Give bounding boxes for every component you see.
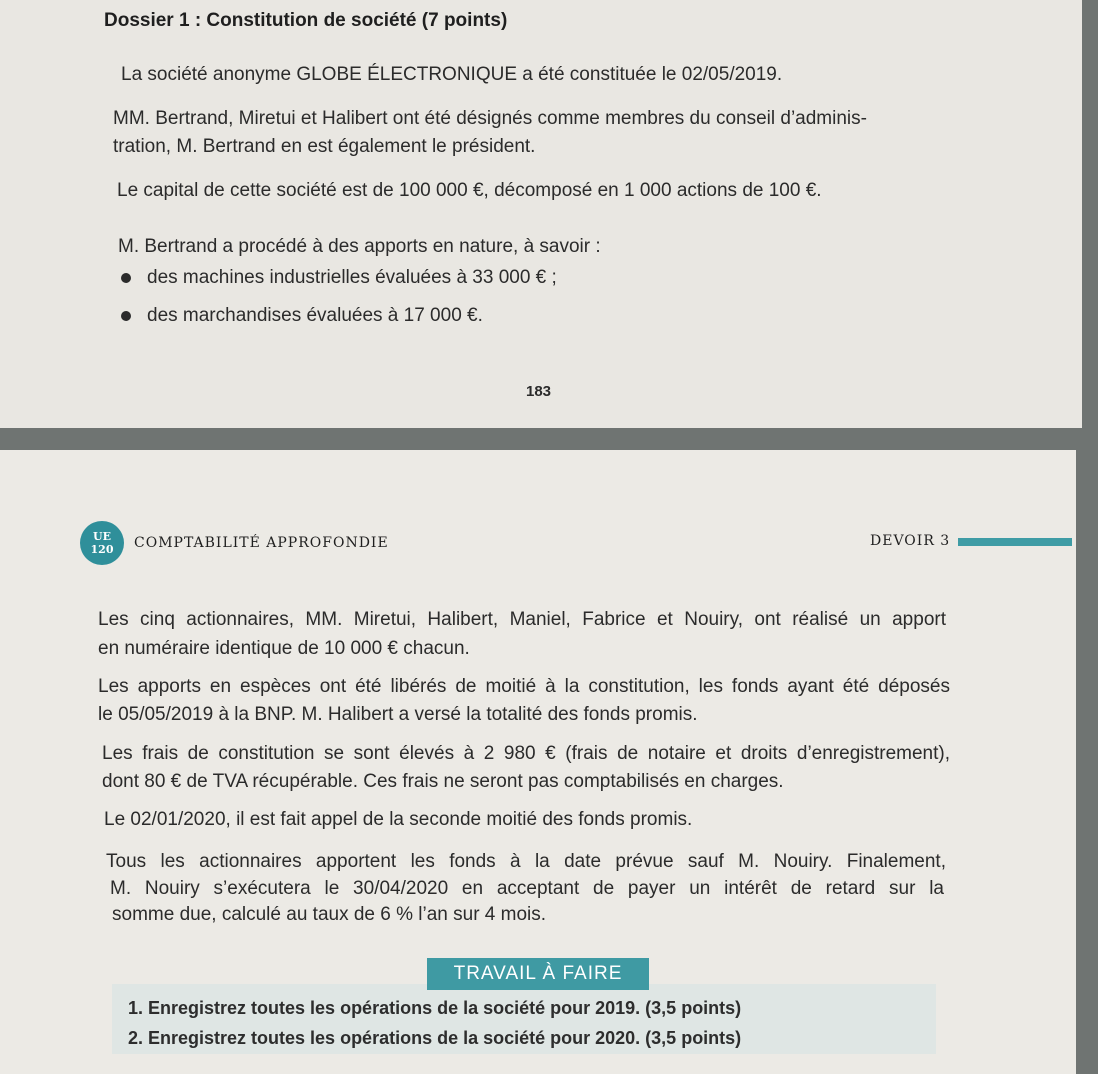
body-p5-line-1: Tous les actionnaires apportent les fonds à la date prévue sauf M. Nouiry. Finalement,	[106, 851, 946, 872]
task-item-1: 1. Enregistrez toutes les opérations de la société pour 2019. (3,5 points)	[128, 998, 742, 1018]
devoir-label: DEVOIR 3	[870, 533, 951, 549]
ue-label: UE	[93, 530, 111, 543]
body-p5-line-2: M. Nouiry s’exécutera le 30/04/2020 en acceptant de payer un intérêt de retard sur la	[110, 878, 944, 899]
dossier-paragraph-3: Le capital de cette société est de 100 000 €, décomposé en 1 000 actions de 100 €.	[117, 180, 822, 201]
dossier-paragraph-2-line-1: MM. Bertrand, Miretui et Halibert ont été désignés comme membres du conseil d’adminis-	[113, 108, 867, 129]
header-accent-bar	[958, 538, 1072, 546]
body-p2-line-2: le 05/05/2019 à la BNP. M. Halibert a versé la totalité des fonds promis.	[98, 704, 698, 725]
ue-number: 120	[90, 543, 114, 556]
page-number: 183	[526, 383, 552, 400]
body-p4: Le 02/01/2020, il est fait appel de la seconde moitié des fonds promis.	[104, 809, 693, 830]
body-p1-line-2: en numéraire identique de 10 000 € chacun.	[98, 638, 470, 659]
dossier-title: Dossier 1 : Constitution de société (7 points)	[104, 10, 508, 31]
task-item-2: 2. Enregistrez toutes les opérations de la société pour 2020. (3,5 points)	[128, 1028, 742, 1048]
bullet-icon	[121, 311, 131, 321]
bullet-item-1: des machines industrielles évaluées à 33 000 € ;	[147, 267, 557, 288]
dossier-paragraph-4: M. Bertrand a procédé à des apports en nature, à savoir :	[118, 236, 601, 257]
dossier-paragraph-1: La société anonyme GLOBE ÉLECTRONIQUE a été constituée le 02/05/2019.	[121, 64, 783, 85]
bullet-icon	[121, 273, 131, 283]
travail-a-faire-label: TRAVAIL À FAIRE	[427, 958, 649, 990]
course-title: COMPTABILITÉ APPROFONDIE	[134, 535, 389, 551]
body-p2-line-1: Les apports en espèces ont été libérés de moitié à la constitution, les fonds ayant été déposés	[98, 676, 950, 697]
body-p1-line-1: Les cinq actionnaires, MM. Miretui, Halibert, Maniel, Fabrice et Nouiry, ont réalisé un apport	[98, 609, 946, 630]
dossier-paragraph-2-line-2: tration, M. Bertrand en est également le président.	[113, 136, 536, 157]
bullet-item-2: des marchandises évaluées à 17 000 €.	[147, 305, 483, 326]
body-p3-line-2: dont 80 € de TVA récupérable. Ces frais ne seront pas comptabilisés en charges.	[102, 771, 784, 792]
body-p5-line-3: somme due, calculé au taux de 6 % l’an sur 4 mois.	[112, 904, 547, 925]
body-p3-line-1: Les frais de constitution se sont élevés à 2 980 € (frais de notaire et droits d’enregistrement),	[102, 743, 950, 764]
ue-badge	[80, 521, 124, 565]
